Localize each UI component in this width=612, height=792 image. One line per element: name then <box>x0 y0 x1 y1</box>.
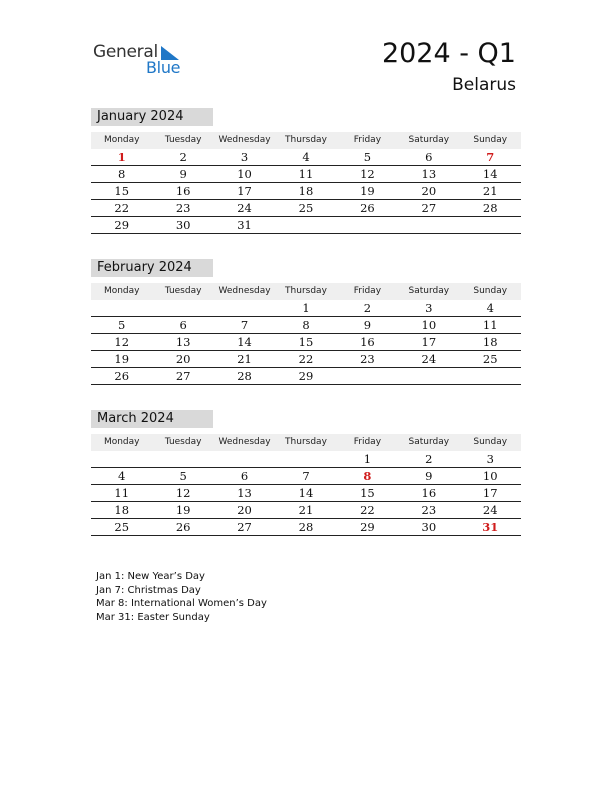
day-cell: 11 <box>482 318 498 332</box>
week-row <box>91 149 521 166</box>
weekday-label: Thursday <box>285 286 327 296</box>
weekday-label: Friday <box>353 286 382 296</box>
week-row <box>91 368 521 385</box>
day-cell: 30 <box>175 218 191 232</box>
day-cell: 2 <box>179 150 187 164</box>
day-cell: 10 <box>482 469 498 483</box>
day-cell: 9 <box>363 318 372 332</box>
week-row <box>91 485 521 502</box>
day-cell: 8 <box>302 318 310 332</box>
day-cell: 7 <box>302 469 310 483</box>
day-cell: 22 <box>114 201 130 215</box>
day-cell: 6 <box>179 318 187 332</box>
weekday-label: Saturday <box>408 286 450 296</box>
day-cell: 2 <box>425 452 433 466</box>
weekday-label: Sunday <box>473 135 508 145</box>
day-cell: 25 <box>298 201 314 215</box>
day-cell: 20 <box>175 352 191 366</box>
week-row <box>91 317 521 334</box>
weekday-label: Friday <box>353 437 382 447</box>
holiday-note: Jan 1: New Year’s Day <box>96 571 205 582</box>
week-row <box>91 200 521 217</box>
day-cell <box>91 300 152 316</box>
day-cell: 14 <box>237 335 252 349</box>
day-cell: 17 <box>237 184 252 198</box>
day-cell: 27 <box>421 201 437 215</box>
day-cell: 13 <box>175 335 191 349</box>
weekday-label: Monday <box>103 437 140 447</box>
day-cell: 29 <box>298 369 314 383</box>
day-cell: 12 <box>175 486 191 500</box>
weekday-label: Tuesday <box>164 286 202 296</box>
day-cell: 25 <box>482 352 498 366</box>
day-cell: 16 <box>360 335 375 349</box>
holiday-note: Mar 31: Easter Sunday <box>96 611 210 623</box>
month-calendar <box>91 108 521 234</box>
day-cell: 3 <box>486 452 494 466</box>
day-cell: 28 <box>298 520 314 534</box>
day-cell: 26 <box>175 520 191 534</box>
weekday-label: Saturday <box>408 135 450 145</box>
day-cell <box>337 368 398 384</box>
day-cell: 5 <box>179 469 187 483</box>
day-cell: 29 <box>114 218 130 232</box>
day-cell: 13 <box>237 486 252 500</box>
week-row <box>91 519 521 536</box>
day-cell: 7 <box>240 318 249 332</box>
day-cell: 31 <box>237 218 252 232</box>
brand-blue-text: Blue <box>146 58 181 77</box>
day-cell: 30 <box>421 520 437 534</box>
day-cell: 18 <box>114 503 130 517</box>
weekday-label: Tuesday <box>164 437 202 447</box>
day-cell: 19 <box>114 352 130 366</box>
day-cell <box>152 451 213 467</box>
week-row <box>91 502 521 519</box>
day-cell: 4 <box>486 301 494 315</box>
day-cell: 4 <box>118 469 126 483</box>
day-cell: 5 <box>363 150 372 164</box>
day-cell: 1 <box>117 150 126 164</box>
day-cell: 21 <box>298 503 314 517</box>
month-label: February 2024 <box>91 259 213 277</box>
week-row <box>91 183 521 200</box>
day-cell: 23 <box>421 503 437 517</box>
day-cell: 2 <box>363 301 372 315</box>
day-cell: 29 <box>360 520 375 534</box>
holiday-notes <box>96 570 267 624</box>
week-row <box>91 351 521 368</box>
day-cell: 9 <box>425 469 433 483</box>
day-cell: 6 <box>240 469 249 483</box>
day-cell: 16 <box>175 184 191 198</box>
weekday-label: Sunday <box>473 286 508 296</box>
day-cell: 5 <box>118 318 126 332</box>
day-cell <box>214 451 275 467</box>
day-cell <box>398 368 459 384</box>
day-cell <box>337 217 398 233</box>
weekday-label: Friday <box>353 135 382 145</box>
day-cell <box>275 451 336 467</box>
day-cell: 17 <box>482 486 498 500</box>
day-cell: 9 <box>179 167 187 181</box>
country-name: Belarus <box>452 75 516 95</box>
day-cell: 28 <box>482 201 498 215</box>
weekday-header <box>91 283 521 300</box>
week-row <box>91 451 521 468</box>
day-cell: 8 <box>363 469 372 483</box>
day-cell <box>398 217 459 233</box>
weekday-label: Wednesday <box>218 135 271 145</box>
month-label: January 2024 <box>91 108 213 126</box>
week-row <box>91 300 521 317</box>
day-cell: 24 <box>482 503 498 517</box>
day-cell <box>460 368 521 384</box>
month-calendar <box>91 259 521 385</box>
weekday-label: Saturday <box>408 437 450 447</box>
weekday-label: Monday <box>103 286 140 296</box>
weekday-label: Sunday <box>473 437 508 447</box>
day-cell: 18 <box>298 184 314 198</box>
week-row <box>91 468 521 485</box>
day-cell: 3 <box>425 301 433 315</box>
weekday-label: Tuesday <box>164 135 202 145</box>
day-cell: 14 <box>298 486 314 500</box>
day-cell: 21 <box>482 184 498 198</box>
day-cell: 24 <box>421 352 437 366</box>
day-cell: 10 <box>421 318 437 332</box>
day-cell: 19 <box>360 184 375 198</box>
day-cell: 11 <box>114 486 130 500</box>
page-title: 2024 - Q1 <box>381 38 516 69</box>
day-cell: 12 <box>114 335 130 349</box>
day-cell: 8 <box>118 167 126 181</box>
day-cell: 15 <box>298 335 314 349</box>
weekday-label: Wednesday <box>218 286 271 296</box>
weekday-label: Thursday <box>285 437 327 447</box>
day-cell: 11 <box>298 167 314 181</box>
weekday-header <box>91 132 521 149</box>
month-label: March 2024 <box>91 410 213 428</box>
day-cell: 26 <box>360 201 375 215</box>
weekday-label: Monday <box>103 135 140 145</box>
day-cell: 22 <box>298 352 314 366</box>
day-cell: 1 <box>363 452 372 466</box>
day-cell: 23 <box>360 352 375 366</box>
day-cell <box>460 217 521 233</box>
day-cell: 12 <box>360 167 375 181</box>
holiday-note: Mar 8: International Women’s Day <box>96 598 267 609</box>
day-cell: 31 <box>482 520 499 534</box>
day-cell: 10 <box>237 167 252 181</box>
day-cell: 15 <box>360 486 375 500</box>
weekday-header <box>91 434 521 451</box>
brand-logo <box>93 42 193 78</box>
day-cell: 24 <box>237 201 252 215</box>
day-cell: 21 <box>237 352 252 366</box>
day-cell: 1 <box>302 301 310 315</box>
week-row <box>91 166 521 183</box>
month-calendar <box>91 410 521 536</box>
day-cell <box>275 217 336 233</box>
day-cell: 7 <box>486 150 495 164</box>
day-cell: 19 <box>175 503 191 517</box>
day-cell: 14 <box>482 167 498 181</box>
day-cell: 27 <box>237 520 252 534</box>
day-cell <box>152 300 213 316</box>
day-cell: 16 <box>421 486 437 500</box>
day-cell: 28 <box>237 369 252 383</box>
day-cell: 20 <box>421 184 437 198</box>
weekday-label: Wednesday <box>218 437 271 447</box>
brand-general-text: General <box>93 42 158 62</box>
day-cell: 4 <box>302 150 310 164</box>
day-cell: 20 <box>237 503 252 517</box>
day-cell: 3 <box>240 150 249 164</box>
day-cell: 25 <box>114 520 130 534</box>
day-cell: 27 <box>175 369 191 383</box>
day-cell: 22 <box>360 503 375 517</box>
day-cell: 18 <box>482 335 498 349</box>
day-cell: 17 <box>421 335 437 349</box>
weekday-label: Thursday <box>285 135 327 145</box>
day-cell <box>91 451 152 467</box>
day-cell: 6 <box>425 150 433 164</box>
day-cell: 13 <box>421 167 437 181</box>
day-cell <box>214 300 275 316</box>
week-row <box>91 217 521 234</box>
day-cell: 23 <box>175 201 191 215</box>
week-row <box>91 334 521 351</box>
day-cell: 26 <box>114 369 130 383</box>
day-cell: 15 <box>114 184 130 198</box>
holiday-note: Jan 7: Christmas Day <box>96 584 201 596</box>
